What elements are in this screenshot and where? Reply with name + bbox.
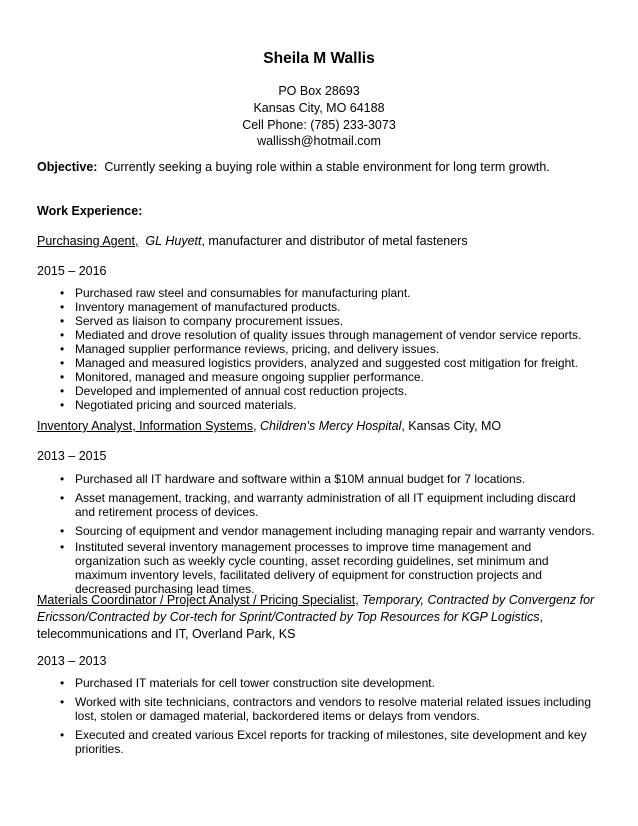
candidate-name: Sheila M Wallis	[263, 50, 375, 67]
job-3-dates: 2013 – 2013	[37, 654, 107, 668]
list-item: • Inventory management of manufactured products.	[37, 300, 597, 314]
job-3-company-line-2: Ericsson/Contracted by Cor-tech for Sprint/Contracted by Top Resources for KGP Logistics	[37, 610, 540, 624]
list-item: • Purchased all IT hardware and software within a $10M annual budget for 7 locations.	[37, 472, 597, 486]
list-item: • Instituted several inventory management processes to improve time management and organization such as weekly cycle counting, asset recording guidelines, set minimum and maximum inventory levels, facilitated delivery of equipment for construction projects and decreased purchasing lead times.	[37, 540, 597, 596]
list-item: • Managed and measured logistics providers, analyzed and suggested cost mitigation for freight.	[37, 356, 597, 370]
list-item: • Managed supplier performance reviews, pricing, and delivery issues.	[37, 342, 597, 356]
job-2-desc: , Kansas City, MO	[401, 419, 502, 433]
job-2-title-line: Inventory Analyst, Information Systems, Children's Mercy Hospital, Kansas City, MO	[37, 419, 502, 433]
job-1-company: GL Huyett	[145, 234, 202, 248]
list-item: • Asset management, tracking, and warranty administration of all IT equipment including discard and retirement process of devices.	[37, 491, 597, 519]
job-2-dates: 2013 – 2015	[37, 449, 107, 463]
job-1-dates: 2015 – 2016	[37, 264, 107, 278]
job-1-bullets	[37, 286, 597, 412]
address-line-2: Kansas City, MO 64188	[253, 101, 385, 115]
list-item: • Sourcing of equipment and vendor management including managing repair and warranty vendors.	[37, 524, 597, 538]
job-1-desc: , manufacturer and distributor of metal fasteners	[201, 234, 468, 248]
list-item: • Monitored, managed and measure ongoing supplier performance.	[37, 370, 597, 384]
work-experience-heading: Work Experience:	[37, 204, 143, 218]
list-item: • Executed and created various Excel reports for tracking of milestones, site development and key priorities.	[37, 728, 597, 756]
job-1-title: Purchasing Agent,	[37, 234, 139, 248]
list-item: • Purchased raw steel and consumables for manufacturing plant.	[37, 286, 597, 300]
job-3-desc: telecommunications and IT, Overland Park, KS	[37, 627, 296, 641]
address-line-1: PO Box 28693	[278, 84, 360, 98]
list-item: • Developed and implemented of annual cost reduction projects.	[37, 384, 597, 398]
job-3-bullets	[37, 676, 597, 756]
job-3-title-block	[37, 592, 594, 643]
job-2-bullets	[37, 472, 597, 596]
list-item: • Negotiated pricing and sourced materials.	[37, 398, 597, 412]
job-3-title: Materials Coordinator / Project Analyst / Pricing Specialist,	[37, 593, 359, 607]
job-2-company: Children's Mercy Hospital	[260, 419, 402, 433]
objective	[37, 160, 550, 174]
job-2-title: Inventory Analyst, Information Systems	[37, 419, 254, 433]
email: wallissh@hotmail.com	[257, 134, 381, 148]
job-3-company-line-1: Temporary, Contracted by Convergenz for	[362, 593, 595, 607]
objective-label: Objective:	[37, 160, 98, 174]
list-item: • Worked with site technicians, contractors and vendors to resolve material related issues including lost, stolen or damaged material, backordered items or delays from vendors.	[37, 695, 597, 723]
job-3-comma: ,	[539, 610, 544, 624]
job-1-title-line	[37, 234, 468, 248]
phone: Cell Phone: (785) 233-3073	[242, 118, 396, 132]
objective-text: Currently seeking a buying role within a stable environment for long term growth.	[104, 160, 550, 174]
list-item: • Served as liaison to company procurement issues.	[37, 314, 597, 328]
list-item: • Purchased IT materials for cell tower construction site development.	[37, 676, 597, 690]
list-item: • Mediated and drove resolution of quality issues through management of vendor service reports.	[37, 328, 597, 342]
